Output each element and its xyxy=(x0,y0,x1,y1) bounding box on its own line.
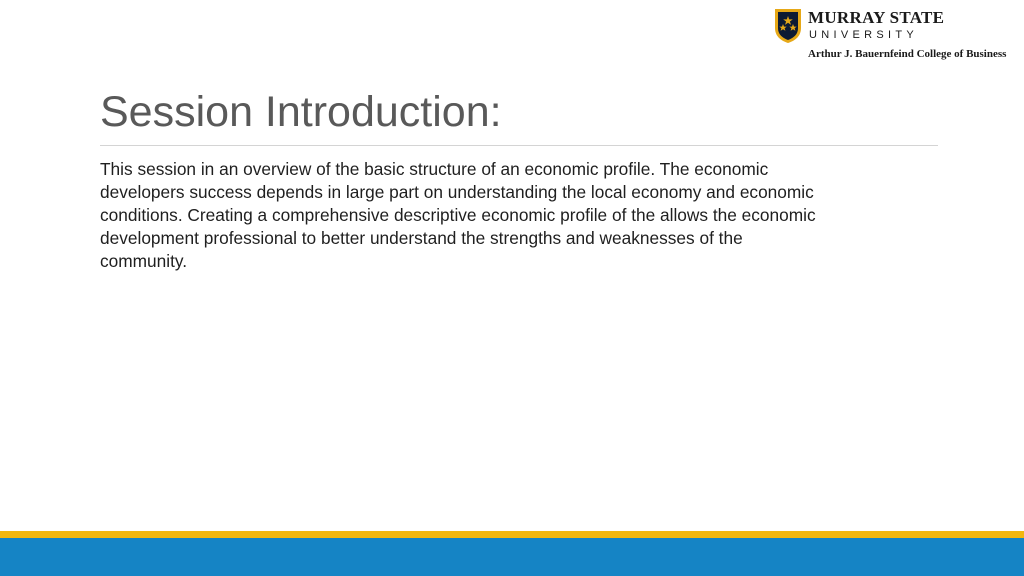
logo-university-name: MURRAY STATE xyxy=(808,8,945,27)
footer-gold-bar xyxy=(0,531,1024,538)
logo-university-subtitle: UNIVERSITY xyxy=(809,29,919,41)
footer-blue-bar xyxy=(0,538,1024,576)
shield-stars-icon xyxy=(774,8,802,44)
slide-title: Session Introduction: xyxy=(100,88,502,136)
logo-college-name: Arthur J. Bauernfeind College of Business xyxy=(808,48,1007,60)
university-logo xyxy=(774,6,1024,66)
slide-body-text: This session in an overview of the basic structure of an economic profile. The economic developers success depends in large part on understanding the local economy and economic conditions. Creating a comprehensive descriptive economic profile of the allows the economic development professional to better understand the strengths and weaknesses of the community. xyxy=(100,159,816,271)
title-divider xyxy=(100,145,938,146)
